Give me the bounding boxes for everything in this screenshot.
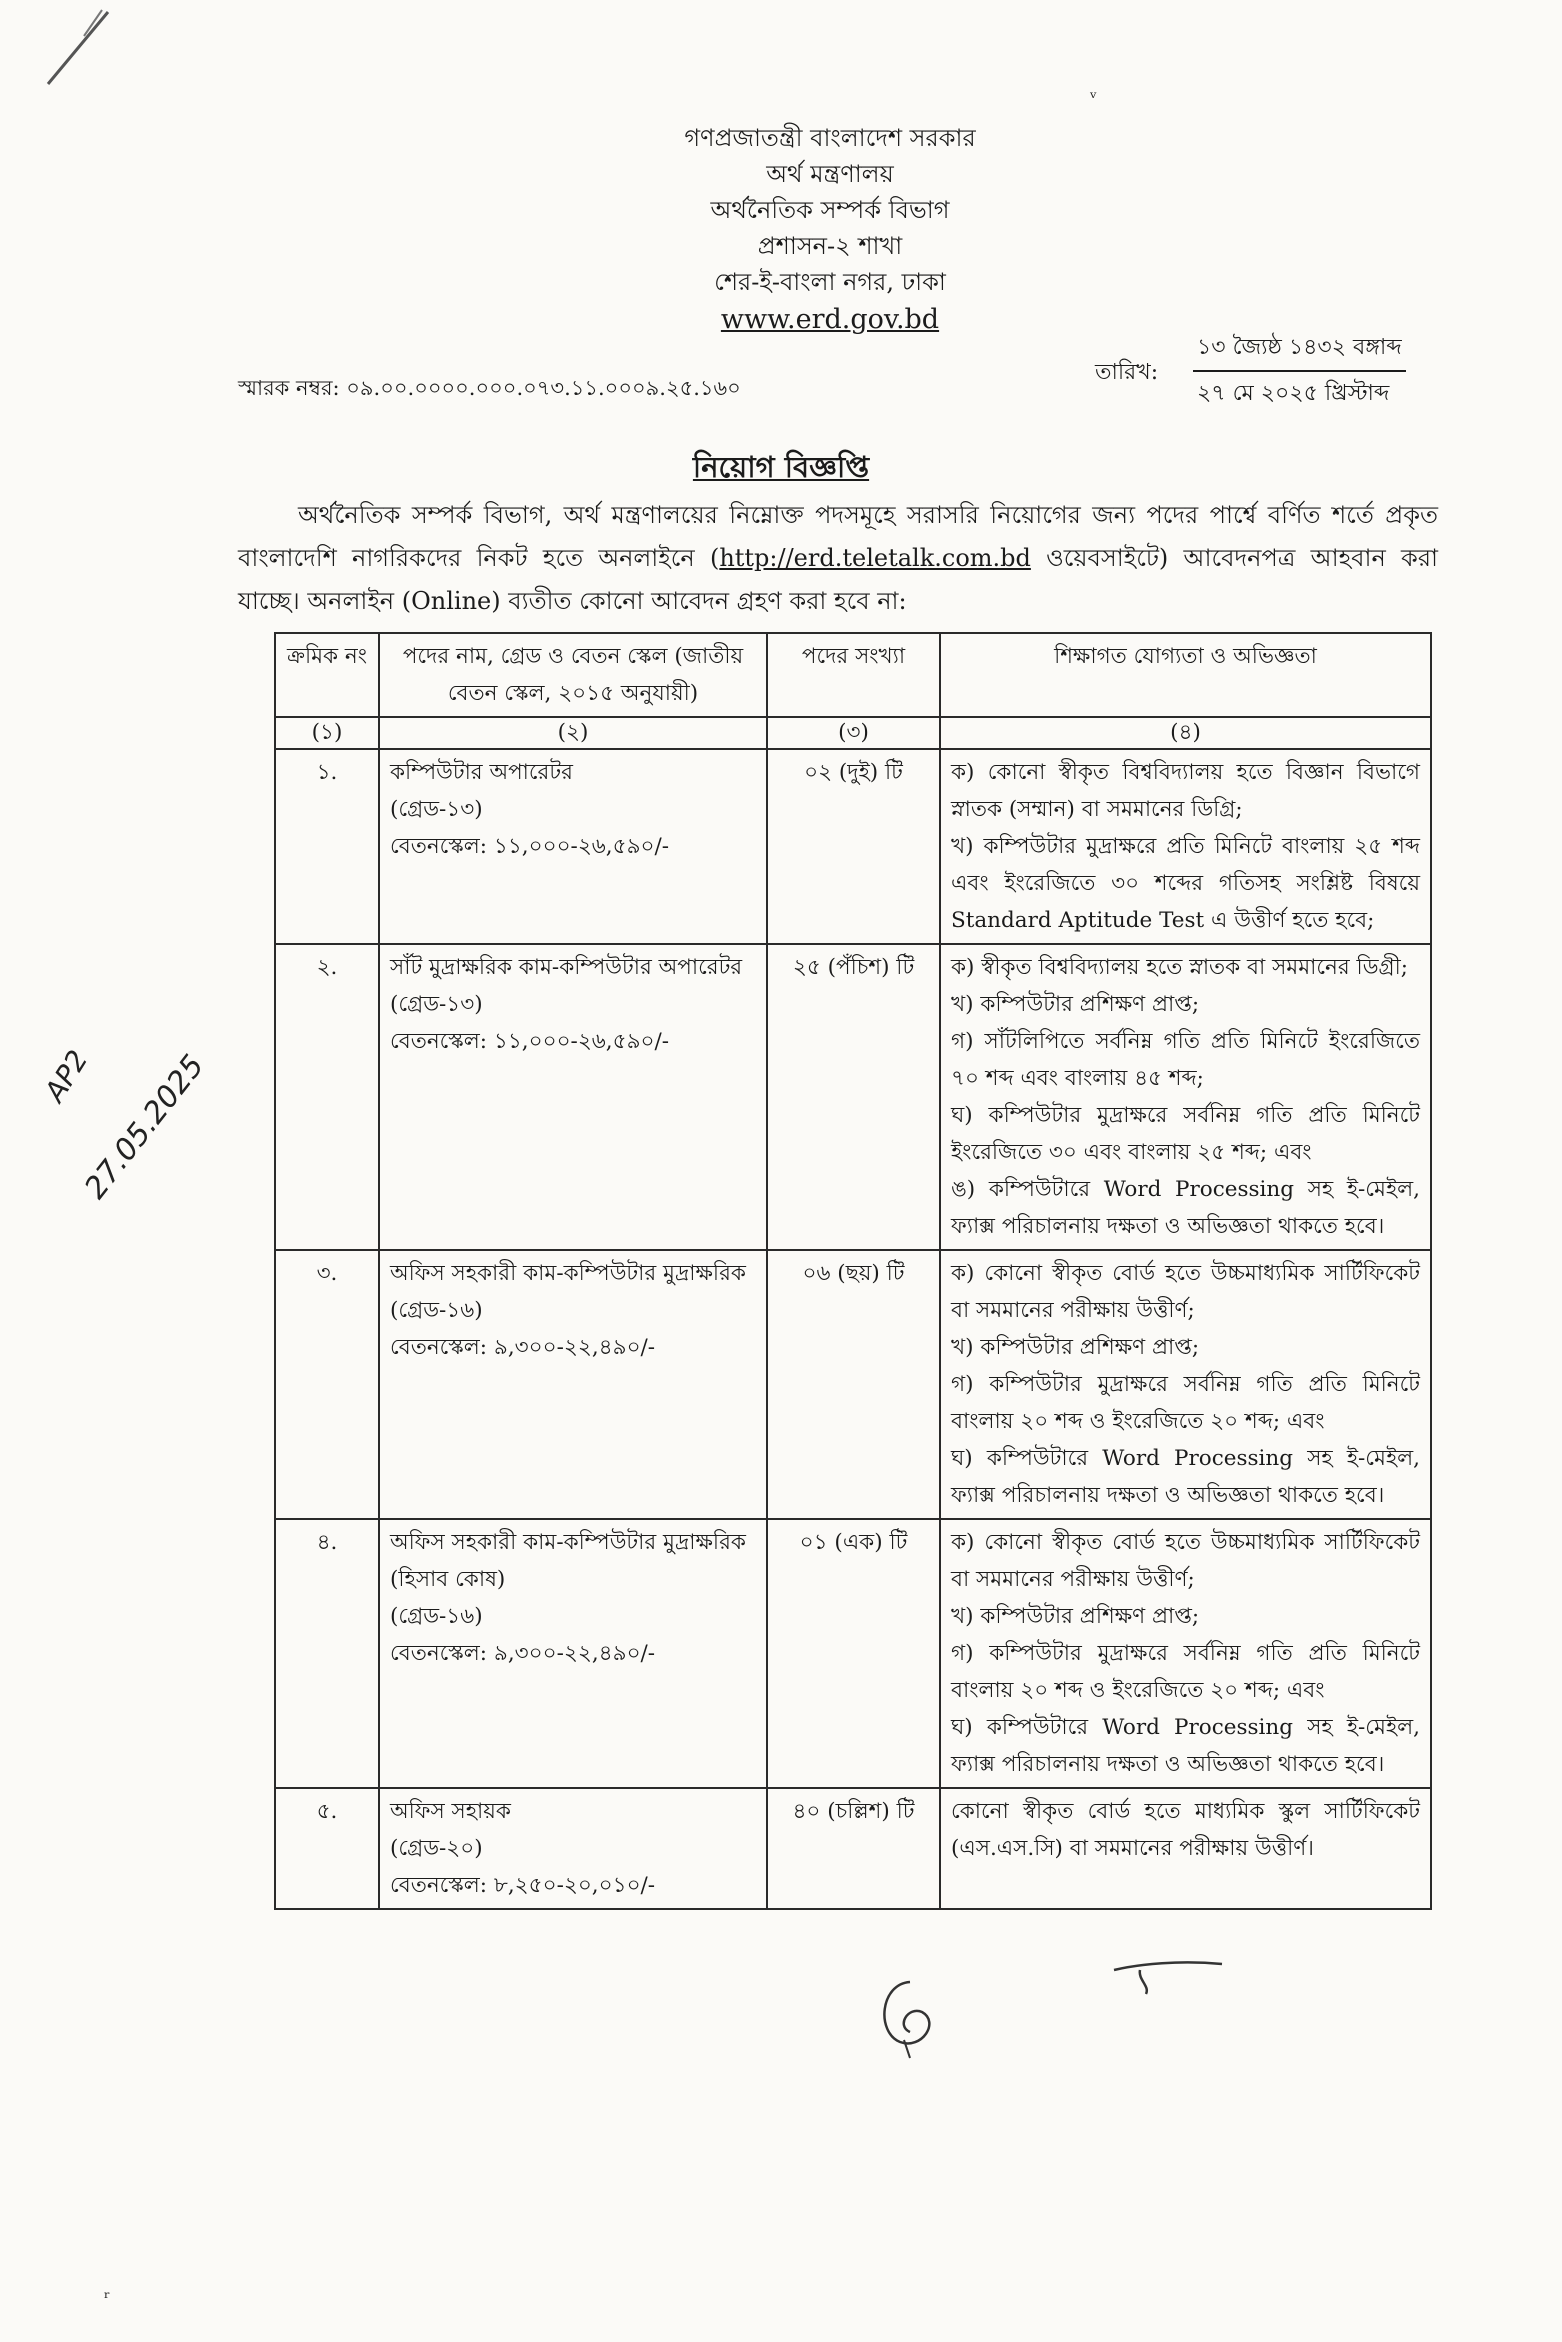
header-serial: ক্রমিক নং (275, 633, 379, 717)
post-count: ২৫ (পঁচিশ) টি (767, 944, 940, 1250)
post-count: ০৬ (ছয়) টি (767, 1250, 940, 1519)
post-cell (379, 1250, 767, 1519)
col-number: (২) (379, 717, 767, 749)
table-row (275, 1788, 1431, 1909)
letterhead (560, 120, 1100, 338)
post-scale: বেতনস্কেল: ৮,২৫০-২০,০১০/- (390, 1873, 656, 1898)
row-serial: ৫. (275, 1788, 379, 1909)
qualification-cell (940, 1788, 1431, 1909)
post-scale: বেতনস্কেল: ১১,০০০-২৬,৫৯০/- (390, 834, 670, 859)
table-header-row (275, 633, 1431, 717)
date-label: তারিখ: (1095, 360, 1159, 385)
post-count: ৪০ (চল্লিশ) টি (767, 1788, 940, 1909)
qualification-item: ক) কোনো স্বীকৃত বিশ্ববিদ্যালয় হতে বিজ্ঞান বিভাগে স্নাতক (সম্মান) বা সমমানের ডিগ্রি; (951, 760, 1420, 822)
post-scale: বেতনস্কেল: ৯,৩০০-২২,৪৯০/- (390, 1641, 656, 1666)
header-address: শের-ই-বাংলা নগর, ঢাকা (714, 268, 946, 296)
post-name: অফিস সহকারী কাম-কম্পিউটার মুদ্রাক্ষরিক (390, 1261, 746, 1286)
qualification-cell (940, 944, 1431, 1250)
table-row (275, 749, 1431, 944)
post-name: সাঁট মুদ্রাক্ষরিক কাম-কম্পিউটার অপারেটর (390, 955, 743, 980)
qualification-cell (940, 1519, 1431, 1788)
post-scale: বেতনস্কেল: ৯,৩০০-২২,৪৯০/- (390, 1335, 656, 1360)
initial-mark (1110, 1950, 1230, 2000)
post-grade: (গ্রেড-১৩) (390, 797, 483, 822)
qualification-item: ঘ) কম্পিউটারে Word Processing সহ ই-মেইল, ফ্যাক্স পরিচালনায় দক্ষতা ও অভিজ্ঞতা থাকতে হবে। (951, 1446, 1420, 1508)
row-serial: ১. (275, 749, 379, 944)
margin-note-date: 27.05.2025 (78, 1048, 212, 1206)
intro-text-1: অর্থনৈতিক সম্পর্ক বিভাগ, অর্থ মন্ত্রণালয়ের নিম্নোক্ত পদসমূহে সরাসরি নিয়োগের জন্য পদের পার্শ্বে বর্ণিত শর্তে প্রকৃত বাংলাদেশি নাগরিকদের নিকট হতে অনলাইনে ( (238, 501, 1438, 572)
qualification-item: ঘ) কম্পিউটারে Word Processing সহ ই-মেইল, ফ্যাক্স পরিচালনায় দক্ষতা ও অভিজ্ঞতা থাকতে হবে। (951, 1715, 1420, 1777)
qualification-item: ক) স্বীকৃত বিশ্ববিদ্যালয় হতে স্নাতক বা সমমানের ডিগ্রী; (951, 955, 1409, 980)
row-serial: ২. (275, 944, 379, 1250)
qualification-item: ক) কোনো স্বীকৃত বোর্ড হতে উচ্চমাধ্যমিক সার্টিফিকেট বা সমমানের পরীক্ষায় উত্তীর্ণ; (951, 1530, 1420, 1592)
header-post: পদের নাম, গ্রেড ও বেতন স্কেল (জাতীয় বেতন স্কেল, ২০১৫ অনুযায়ী) (379, 633, 767, 717)
post-name: কম্পিউটার অপারেটর (390, 760, 573, 785)
post-grade: (গ্রেড-১৩) (390, 992, 483, 1017)
table-row (275, 944, 1431, 1250)
intro-paragraph (238, 494, 1438, 623)
qualification-cell (940, 749, 1431, 944)
tick-mark: ᵥ (1090, 82, 1097, 103)
qualification-item: খ) কম্পিউটার মুদ্রাক্ষরে প্রতি মিনিটে বাংলায় ২৫ শব্দ এবং ইংরেজিতে ৩০ শব্দের গতিসহ সংশ্লিষ্ট বিষয়ে Standard Aptitude Test এ উত্তীর্ণ হতে হবে; (951, 834, 1420, 933)
header-qualification: শিক্ষাগত যোগ্যতা ও অভিজ্ঞতা (940, 633, 1431, 717)
post-name: অফিস সহায়ক (390, 1799, 511, 1824)
qualification-item: গ) কম্পিউটার মুদ্রাক্ষরে সর্বনিম্ন গতি প্রতি মিনিটে বাংলায় ২০ শব্দ ও ইংরেজিতে ২০ শব্দ; এবং (951, 1372, 1420, 1434)
pen-stroke-mark (44, 8, 124, 88)
header-branch: প্রশাসন-২ শাখা (757, 232, 903, 260)
post-grade: (গ্রেড-১৬) (390, 1298, 483, 1323)
post-cell (379, 944, 767, 1250)
table-row (275, 1519, 1431, 1788)
qualification-item: গ) কম্পিউটার মুদ্রাক্ষরে সর্বনিম্ন গতি প্রতি মিনিটে বাংলায় ২০ শব্দ ও ইংরেজিতে ২০ শব্দ; এবং (951, 1641, 1420, 1703)
post-grade: (গ্রেড-১৬) (390, 1604, 483, 1629)
col-number: (৪) (940, 717, 1431, 749)
column-number-row (275, 717, 1431, 749)
page-title: নিয়োগ বিজ্ঞপ্তি (692, 450, 870, 484)
qualification-item: ঙ) কম্পিউটারে Word Processing সহ ই-মেইল, ফ্যাক্স পরিচালনায় দক্ষতা ও অভিজ্ঞতা থাকতে হবে। (951, 1177, 1420, 1239)
post-scale: বেতনস্কেল: ১১,০০০-২৬,৫৯০/- (390, 1029, 670, 1054)
qualification-item: খ) কম্পিউটার প্রশিক্ষণ প্রাপ্ত; (951, 1604, 1200, 1629)
date-english: ২৭ মে ২০২৫ খ্রিস্টাব্দ (1197, 381, 1390, 406)
post-name: অফিস সহকারী কাম-কম্পিউটার মুদ্রাক্ষরিক (হিসাব কোষ) (390, 1530, 746, 1592)
qualification-item: খ) কম্পিউটার প্রশিক্ষণ প্রাপ্ত; (951, 992, 1200, 1017)
qualification-cell (940, 1250, 1431, 1519)
post-count: ০১ (এক) টি (767, 1519, 940, 1788)
post-cell (379, 749, 767, 944)
post-count: ০২ (দুই) টি (767, 749, 940, 944)
row-serial: ৪. (275, 1519, 379, 1788)
memo-number: স্মারক নম্বর: ০৯.০০.০০০০.০০০.০৭৩.১১.০০০৯.২৫.১৬০ (238, 376, 741, 400)
post-cell (379, 1519, 767, 1788)
date-bangla: ১৩ জ্যৈষ্ঠ ১৪৩২ বঙ্গাব্দ (1193, 326, 1406, 372)
application-link[interactable]: http://erd.teletalk.com.bd (719, 544, 1031, 572)
qualification-item: গ) সাঁটলিপিতে সর্বনিম্ন গতি প্রতি মিনিটে ইংরেজিতে ৭০ শব্দ এবং বাংলায় ৪৫ শব্দ; (951, 1029, 1420, 1091)
row-serial: ৩. (275, 1250, 379, 1519)
col-number: (১) (275, 717, 379, 749)
date-block (1193, 326, 1406, 416)
header-govt: গণপ্রজাতন্ত্রী বাংলাদেশ সরকার (684, 124, 976, 152)
qualification-item: ক) কোনো স্বীকৃত বোর্ড হতে উচ্চমাধ্যমিক সার্টিফিকেট বা সমমানের পরীক্ষায় উত্তীর্ণ; (951, 1261, 1420, 1323)
stray-mark: ʳ (104, 2288, 111, 2309)
posts-table (274, 632, 1432, 1910)
header-ministry: অর্থ মন্ত্রণালয় (766, 160, 894, 188)
header-website-link[interactable]: www.erd.gov.bd (720, 304, 940, 335)
header-count: পদের সংখ্যা (767, 633, 940, 717)
margin-note-initials: AP2 (38, 1044, 95, 1108)
post-cell (379, 1788, 767, 1909)
signature-mark (870, 1972, 950, 2062)
qualification-item: কোনো স্বীকৃত বোর্ড হতে মাধ্যমিক স্কুল সার্টিফিকেট (এস.এস.সি) বা সমমানের পরীক্ষায় উত্তীর্ণ। (951, 1799, 1420, 1861)
header-division: অর্থনৈতিক সম্পর্ক বিভাগ (710, 196, 950, 224)
col-number: (৩) (767, 717, 940, 749)
table-row (275, 1250, 1431, 1519)
post-grade: (গ্রেড-২০) (390, 1836, 483, 1861)
qualification-item: ঘ) কম্পিউটার মুদ্রাক্ষরে সর্বনিম্ন গতি প্রতি মিনিটে ইংরেজিতে ৩০ এবং বাংলায় ২৫ শব্দ; এবং (951, 1103, 1420, 1165)
qualification-item: খ) কম্পিউটার প্রশিক্ষণ প্রাপ্ত; (951, 1335, 1200, 1360)
intro-text-2: ওয়েবসাইটে) আবেদনপত্র আহবান করা যাচ্ছে। অনলাইন (Online) ব্যতীত কোনো আবেদন গ্রহণ করা হবে না: (238, 544, 1438, 615)
